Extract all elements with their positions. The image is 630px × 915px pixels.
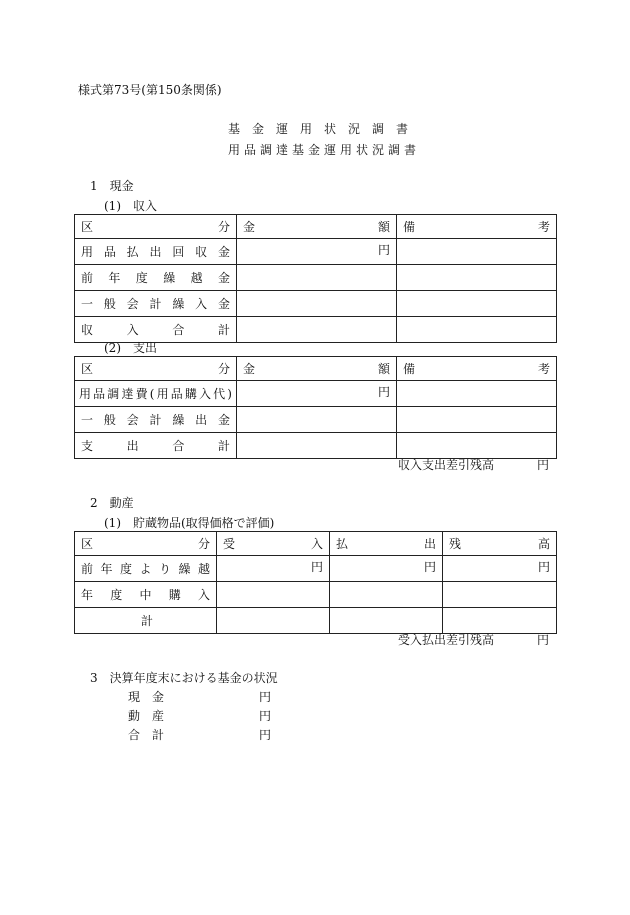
expense-table	[74, 356, 557, 459]
row-label: 計	[75, 608, 217, 634]
table-header-row	[75, 215, 557, 239]
amount-cell	[237, 407, 397, 433]
amount-cell	[237, 433, 397, 459]
row-label: 一般会計繰入金	[75, 291, 237, 317]
table-header-row	[75, 357, 557, 381]
row-label: 用品調達費(用品購入代)	[75, 381, 237, 407]
remarks-cell	[397, 381, 557, 407]
row-label: 前年度繰越金	[75, 265, 237, 291]
income-table	[74, 214, 557, 343]
fund-status-label-total: 合計	[128, 728, 177, 742]
fund-status-unit-cash: 円	[259, 690, 272, 704]
stored-goods-heading: (1) 貯蔵物品(取得価格で評価)	[104, 516, 275, 530]
document-title: 基金運用状況調書	[228, 122, 421, 136]
balance-cell	[443, 582, 557, 608]
disbursements-cell	[330, 608, 443, 634]
row-label: 支出合計	[75, 433, 237, 459]
header-balance: 残高	[443, 532, 557, 556]
row-label: 一般会計繰出金	[75, 407, 237, 433]
balance-cell	[443, 608, 557, 634]
disbursements-cell: 円	[330, 556, 443, 582]
table-header-row	[75, 532, 557, 556]
header-receipts: 受入	[217, 532, 330, 556]
remarks-cell	[397, 317, 557, 343]
amount-cell	[237, 291, 397, 317]
amount-cell: 円	[237, 239, 397, 265]
section1-heading: 1 現金	[90, 179, 134, 193]
fund-status-label-property: 動産	[128, 709, 177, 723]
receipts-cell	[217, 582, 330, 608]
table-row	[75, 433, 557, 459]
disbursements-cell	[330, 582, 443, 608]
header-disbursements: 払出	[330, 532, 443, 556]
section3-heading: 3 決算年度末における基金の状況	[90, 671, 278, 685]
remarks-cell	[397, 265, 557, 291]
table-row	[75, 265, 557, 291]
table-row	[75, 291, 557, 317]
table-row	[75, 381, 557, 407]
fund-status-unit-property: 円	[259, 709, 272, 723]
header-remarks: 備考	[397, 215, 557, 239]
goods-balance-unit: 円	[537, 633, 550, 647]
fund-status-unit-total: 円	[259, 728, 272, 742]
table-row	[75, 556, 557, 582]
balance-cell: 円	[443, 556, 557, 582]
row-label: 収入合計	[75, 317, 237, 343]
table-row	[75, 608, 557, 634]
remarks-cell	[397, 407, 557, 433]
row-label: 用品払出回収金	[75, 239, 237, 265]
header-amount: 金額	[237, 357, 397, 381]
property-table	[74, 531, 557, 634]
remarks-cell	[397, 239, 557, 265]
table-row	[75, 317, 557, 343]
income-heading: (1) 収入	[104, 199, 157, 213]
cash-balance-label: 収入支出差引残高	[398, 458, 495, 472]
expense-heading: (2) 支出	[104, 341, 157, 355]
fund-status-label-cash: 現金	[128, 690, 177, 704]
receipts-cell: 円	[217, 556, 330, 582]
header-amount: 金額	[237, 215, 397, 239]
header-category: 区分	[75, 357, 237, 381]
header-remarks: 備考	[397, 357, 557, 381]
document-subtitle: 用品調達基金運用状況調書	[228, 143, 421, 157]
form-number: 様式第73号(第150条関係)	[78, 83, 222, 97]
table-row	[75, 239, 557, 265]
section2-heading: 2 動産	[90, 496, 134, 510]
goods-balance-label: 受入払出差引残高	[398, 633, 495, 647]
remarks-cell	[397, 291, 557, 317]
amount-cell	[237, 317, 397, 343]
row-label: 年度中購入	[75, 582, 217, 608]
receipts-cell	[217, 608, 330, 634]
cash-balance-unit: 円	[537, 458, 550, 472]
amount-cell	[237, 265, 397, 291]
row-label: 前年度より繰越	[75, 556, 217, 582]
table-row	[75, 582, 557, 608]
header-category: 区分	[75, 532, 217, 556]
header-category: 区分	[75, 215, 237, 239]
amount-cell: 円	[237, 381, 397, 407]
remarks-cell	[397, 433, 557, 459]
table-row	[75, 407, 557, 433]
